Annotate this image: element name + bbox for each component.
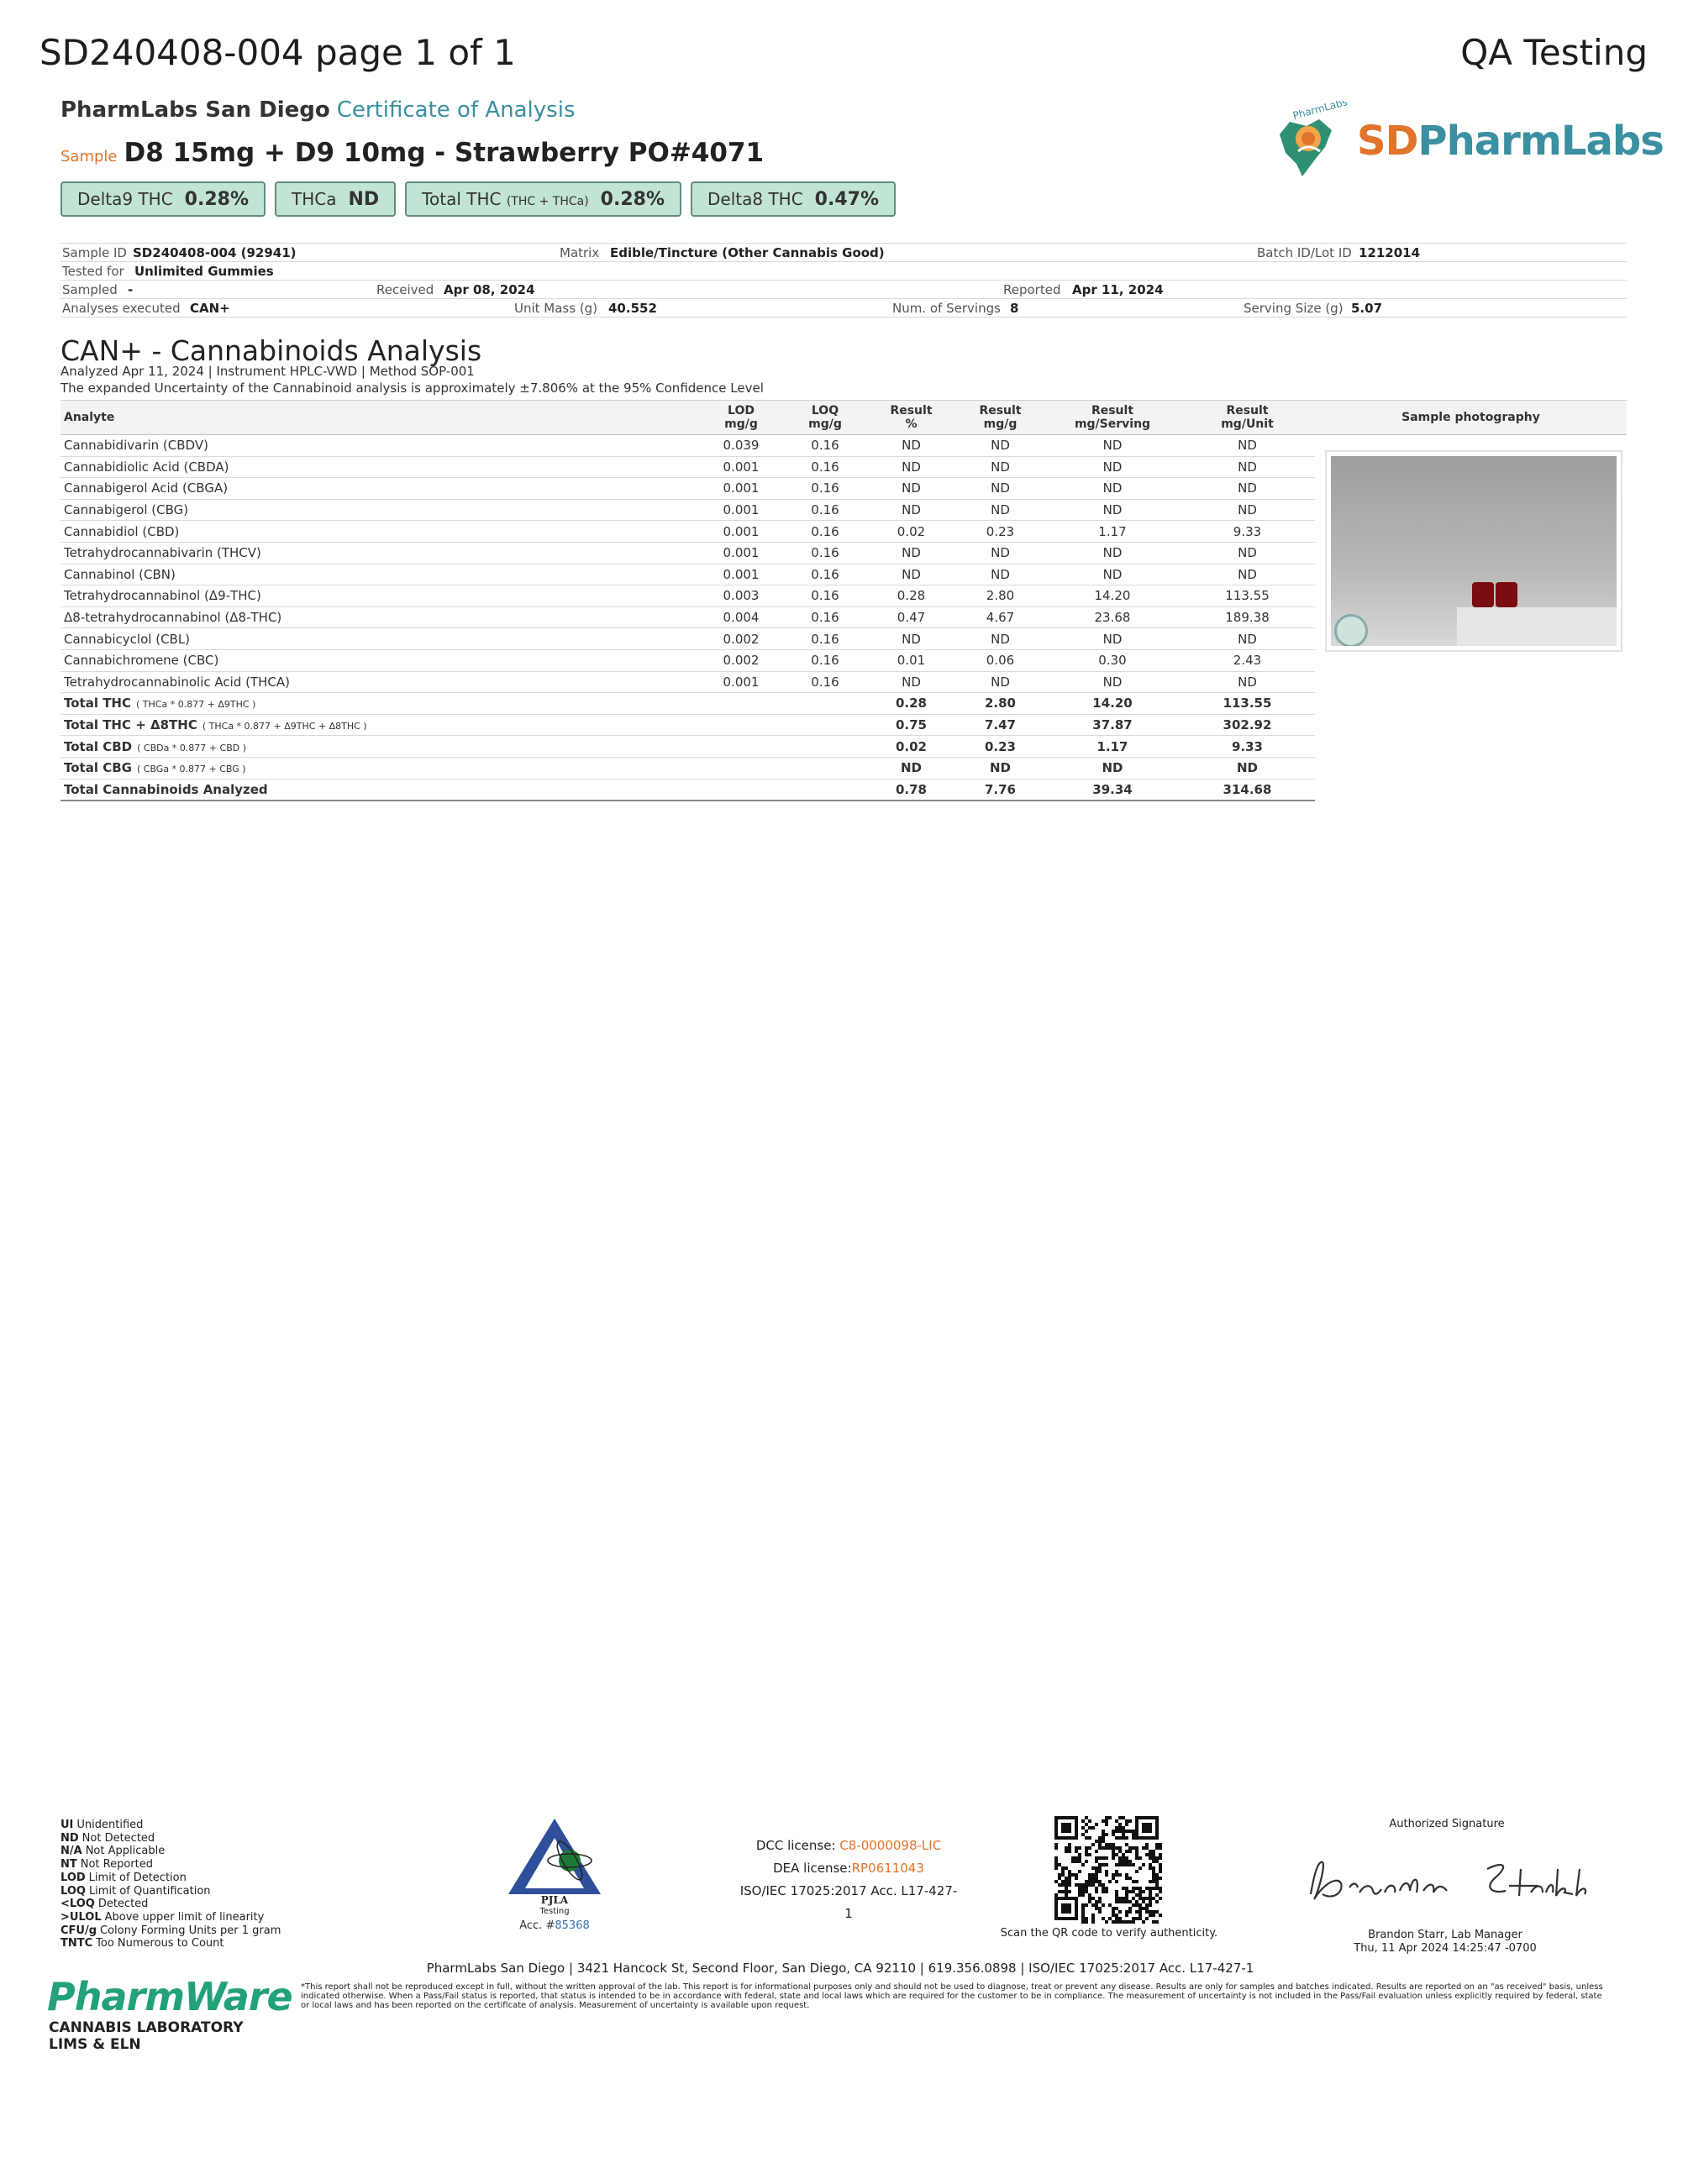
photo-tray <box>1457 607 1617 646</box>
lod-value: 0.004 <box>699 606 783 628</box>
sampled-label: Sampled <box>62 282 118 297</box>
analyte-name: Cannabinol (CBN) <box>60 564 699 585</box>
sample-info <box>60 243 1627 318</box>
result-serving: ND <box>1045 671 1180 693</box>
info-row <box>60 298 1627 318</box>
legend-text: Too Numerous to Count <box>96 1937 224 1950</box>
result-mgg: ND <box>955 564 1045 585</box>
empty-cell <box>783 779 867 801</box>
table-row <box>60 585 1315 607</box>
result-unit: ND <box>1180 456 1315 478</box>
dcc-number: C8-0000098-LIC <box>839 1838 942 1853</box>
result-pct: 0.28 <box>867 585 955 607</box>
legend-text: Detected <box>97 1898 149 1911</box>
section-title: CAN+ - Cannabinoids Analysis <box>60 334 482 367</box>
result-serving: ND <box>1045 542 1180 564</box>
result-serving: ND <box>1045 628 1180 650</box>
legend-item <box>60 1872 281 1885</box>
sample-title: D8 15mg + D9 10mg - Strawberry PO#4071 <box>124 138 765 168</box>
total-formula: ( CBDa * 0.877 + CBD ) <box>137 742 246 753</box>
analyses-label: Analyses executed <box>62 301 181 316</box>
analyte-name: Cannabidivarin (CBDV) <box>60 435 699 457</box>
analyte-name: Cannabigerol Acid (CBGA) <box>60 478 699 500</box>
servings-label: Num. of Servings <box>892 301 1001 316</box>
table-row <box>60 649 1315 671</box>
batch-id: 1212014 <box>1359 245 1421 260</box>
result-serving: ND <box>1045 456 1180 478</box>
col-unit: % <box>905 417 918 431</box>
col-result-serving <box>1045 401 1180 435</box>
lod-value: 0.001 <box>699 499 783 521</box>
result-mgg: 7.47 <box>955 714 1045 736</box>
total-row <box>60 757 1315 779</box>
dcc-label: DCC license: <box>755 1838 836 1853</box>
disclaimer: *This report shall not be reproduced except in full, without the written approval of the lab. This report is for informational purposes only and should not be used to diagnose, treat or prevent any disease. Results are only for samples and batches indicated. Results are reported on an "as received" basis, unless indicated otherwise. When a Pass/Fail status is reported, that status is intended to be in accordance with federal, state and local laws which are required for the customer to be in compliance. The measurement of uncertainty is not included in the Pass/Fail evaluation unless explicitly required by federal, state or local laws and has been reported on the certificate of analysis. Measurement of uncertainty is available upon request. <box>301 1982 1603 2010</box>
legend-text: Not Detected <box>82 1831 155 1845</box>
reported-label: Reported <box>1003 282 1061 297</box>
analyte-name: Cannabigerol (CBG) <box>60 499 699 521</box>
total-name <box>60 693 699 715</box>
result-pct: ND <box>867 628 955 650</box>
result-unit: 314.68 <box>1180 779 1315 801</box>
loq-value: 0.16 <box>783 585 867 607</box>
unit-mass-label: Unit Mass (g) <box>514 301 598 316</box>
empty-cell <box>783 714 867 736</box>
received-label: Received <box>376 282 434 297</box>
loq-value: 0.16 <box>783 649 867 671</box>
result-mgg: 2.80 <box>955 585 1045 607</box>
col-result-mgg <box>955 401 1045 435</box>
sample-tag: Sample <box>60 148 118 165</box>
photo-sticker <box>1334 614 1368 646</box>
cannabinoid-table <box>60 400 1315 801</box>
table-row <box>60 456 1315 478</box>
total-row <box>60 779 1315 801</box>
loq-value: 0.16 <box>783 456 867 478</box>
tested-for-label: Tested for <box>62 264 124 279</box>
analysis-meta: Analyzed Apr 11, 2024 | Instrument HPLC-VWD | Method SOP-001 <box>60 364 475 379</box>
loq-value: 0.16 <box>783 628 867 650</box>
lab-name: PharmLabs San Diego <box>60 97 330 123</box>
analyte-name: Tetrahydrocannabinolic Acid (THCA) <box>60 671 699 693</box>
acc-label: Acc. # <box>519 1919 555 1932</box>
pill-thca <box>275 181 396 217</box>
lod-value: 0.001 <box>699 564 783 585</box>
result-unit: 9.33 <box>1180 736 1315 758</box>
lod-value: 0.001 <box>699 478 783 500</box>
sample-id-label: Sample ID <box>62 245 127 260</box>
result-serving: 1.17 <box>1045 736 1180 758</box>
empty-cell <box>783 757 867 779</box>
loq-value: 0.16 <box>783 521 867 543</box>
qr-code-icon[interactable] <box>1054 1816 1162 1924</box>
legend-abbr: UI <box>60 1819 74 1831</box>
legend-text: Limit of Quantification <box>88 1884 211 1898</box>
lod-value: 0.001 <box>699 542 783 564</box>
analyte-name: Cannabichromene (CBC) <box>60 649 699 671</box>
sampled: - <box>128 282 134 297</box>
sample-photo-header: Sample photography <box>1315 400 1627 435</box>
received: Apr 08, 2024 <box>444 282 535 297</box>
col-label: Result <box>979 404 1022 417</box>
col-loq <box>783 401 867 435</box>
table-row <box>60 435 1315 457</box>
table-row <box>60 478 1315 500</box>
matrix: Edible/Tincture (Other Cannabis Good) <box>610 245 885 260</box>
signer <box>1336 1929 1554 1956</box>
pharmware-wordmark: PharmWare <box>47 1974 292 2019</box>
col-label: Result <box>1226 404 1269 417</box>
empty-cell <box>699 757 783 779</box>
logo-sd: SD <box>1357 118 1418 165</box>
total-label: Total CBD <box>64 738 133 754</box>
result-serving: ND <box>1045 435 1180 457</box>
summary-pills <box>60 181 896 217</box>
table-header-row <box>60 401 1315 435</box>
total-label: Total THC + Δ8THC <box>64 717 197 733</box>
gummy-image <box>1496 582 1517 607</box>
table-row <box>60 671 1315 693</box>
legend-text: Not Applicable <box>85 1845 166 1858</box>
result-unit: ND <box>1180 499 1315 521</box>
lod-value: 0.002 <box>699 628 783 650</box>
pill-label <box>422 189 589 209</box>
legend-text: Above upper limit of linearity <box>104 1910 265 1924</box>
lod-value: 0.001 <box>699 671 783 693</box>
col-label: Result <box>890 404 933 417</box>
sample-heading <box>60 138 764 168</box>
empty-cell <box>699 714 783 736</box>
pill-delta8 <box>691 181 896 217</box>
result-pct: ND <box>867 456 955 478</box>
empty-cell <box>783 693 867 715</box>
analyte-name: Cannabidiol (CBD) <box>60 521 699 543</box>
lod-value: 0.002 <box>699 649 783 671</box>
dea-label: DEA license: <box>773 1861 852 1876</box>
licenses <box>739 1835 958 1925</box>
total-name <box>60 757 699 779</box>
result-mgg: 4.67 <box>955 606 1045 628</box>
col-lod <box>699 401 783 435</box>
result-pct: ND <box>867 435 955 457</box>
legend-abbr: >ULOL <box>60 1910 102 1924</box>
pill-delta9 <box>60 181 266 217</box>
result-mgg: ND <box>955 542 1045 564</box>
col-result-unit <box>1180 401 1315 435</box>
result-unit: ND <box>1180 628 1315 650</box>
analyte-name: Δ8-tetrahydrocannabinol (Δ8-THC) <box>60 606 699 628</box>
result-mgg: 0.23 <box>955 736 1045 758</box>
total-name <box>60 714 699 736</box>
result-serving: ND <box>1045 757 1180 779</box>
lod-value: 0.039 <box>699 435 783 457</box>
col-label: Result <box>1091 404 1134 417</box>
result-unit: ND <box>1180 542 1315 564</box>
coa-label: Certificate of Analysis <box>336 97 576 123</box>
legend-text: Colony Forming Units per 1 gram <box>100 1924 281 1937</box>
signature-image <box>1294 1844 1596 1919</box>
info-row <box>60 280 1627 298</box>
loq-value: 0.16 <box>783 564 867 585</box>
legend-abbr: N/A <box>60 1845 82 1858</box>
pill-value: 0.28% <box>600 188 665 210</box>
legend-abbr: ND <box>60 1831 79 1845</box>
pill-label-text: Total THC <box>422 189 502 209</box>
empty-cell <box>783 736 867 758</box>
iso-accreditation: ISO/IEC 17025:2017 Acc. L17-427-1 <box>739 1883 958 1921</box>
serving-size-label: Serving Size (g) <box>1244 301 1344 316</box>
result-mgg: 2.80 <box>955 693 1045 715</box>
lab-title <box>60 97 575 123</box>
result-pct: 0.47 <box>867 606 955 628</box>
result-pct: 0.02 <box>867 521 955 543</box>
result-unit: 189.38 <box>1180 606 1315 628</box>
accreditation <box>500 1919 609 1932</box>
result-unit: 302.92 <box>1180 714 1315 736</box>
result-serving: 1.17 <box>1045 521 1180 543</box>
result-pct: 0.01 <box>867 649 955 671</box>
result-unit: ND <box>1180 757 1315 779</box>
legend-item <box>60 1832 281 1845</box>
pharmware-tagline: CANNABIS LABORATORY LIMS & ELN <box>49 2019 244 2053</box>
pill-value: ND <box>348 188 380 210</box>
legend-abbr: NT <box>60 1858 77 1872</box>
result-unit: ND <box>1180 564 1315 585</box>
legend-text: Limit of Detection <box>88 1871 187 1884</box>
pjla-testing: Testing <box>539 1907 570 1916</box>
col-unit: mg/g <box>808 417 842 431</box>
result-mgg: ND <box>955 757 1045 779</box>
logo-text <box>1357 118 1664 165</box>
signer-name: Brandon Starr, Lab Manager <box>1368 1929 1522 1941</box>
result-pct: ND <box>867 757 955 779</box>
result-pct: 0.75 <box>867 714 955 736</box>
col-unit: mg/g <box>983 417 1018 431</box>
pill-label: THCa <box>292 189 337 209</box>
total-formula: ( CBGa * 0.877 + CBG ) <box>136 764 246 775</box>
sdpharmlabs-logo <box>1273 101 1664 185</box>
lod-value: 0.003 <box>699 585 783 607</box>
total-row <box>60 736 1315 758</box>
result-serving: 14.20 <box>1045 585 1180 607</box>
lod-value: 0.001 <box>699 456 783 478</box>
col-unit: mg/Serving <box>1074 417 1151 431</box>
total-label: Total THC <box>64 696 131 711</box>
analyte-name: Cannabidiolic Acid (CBDA) <box>60 456 699 478</box>
col-label: LOQ <box>811 404 839 417</box>
lod-value: 0.001 <box>699 521 783 543</box>
pharmware-logo <box>47 1974 292 2053</box>
serving-size: 5.07 <box>1351 301 1383 316</box>
pjla-logo-icon <box>504 1814 605 1907</box>
col-result-pct <box>867 401 955 435</box>
result-pct: ND <box>867 542 955 564</box>
pill-value: 0.28% <box>184 188 249 210</box>
analyte-name: Cannabicyclol (CBL) <box>60 628 699 650</box>
table-row <box>60 564 1315 585</box>
pill-total-thc <box>405 181 681 217</box>
result-unit: 113.55 <box>1180 693 1315 715</box>
legend-item <box>60 1911 281 1924</box>
empty-cell <box>699 693 783 715</box>
uncertainty-note: The expanded Uncertainty of the Cannabinoid analysis is approximately ±7.806% at the 95% Confidence Level <box>60 381 764 396</box>
unit-mass: 40.552 <box>608 301 657 316</box>
result-unit: ND <box>1180 671 1315 693</box>
analyses: CAN+ <box>190 301 230 316</box>
result-mgg: 7.76 <box>955 779 1045 801</box>
sample-photo <box>1325 450 1622 652</box>
legend-item <box>60 1845 281 1858</box>
table-row <box>60 606 1315 628</box>
result-mgg: ND <box>955 478 1045 500</box>
empty-cell <box>699 779 783 801</box>
info-row <box>60 261 1627 280</box>
result-pct: 0.28 <box>867 693 955 715</box>
result-mgg: ND <box>955 671 1045 693</box>
result-serving: ND <box>1045 478 1180 500</box>
result-mgg: ND <box>955 499 1045 521</box>
table-row <box>60 628 1315 650</box>
table-row <box>60 542 1315 564</box>
result-serving: 39.34 <box>1045 779 1180 801</box>
result-unit: 113.55 <box>1180 585 1315 607</box>
legend-item <box>60 1898 281 1911</box>
analyte-name: Tetrahydrocannabinol (Δ9-THC) <box>60 585 699 607</box>
result-mgg: ND <box>955 435 1045 457</box>
pill-label: Delta8 THC <box>707 189 803 209</box>
legend-abbr: CFU/g <box>60 1924 97 1937</box>
result-serving: 23.68 <box>1045 606 1180 628</box>
result-pct: ND <box>867 499 955 521</box>
legend-item <box>60 1885 281 1898</box>
result-mgg: 0.23 <box>955 521 1045 543</box>
legend-item <box>60 1924 281 1938</box>
lab-address: PharmLabs San Diego | 3421 Hancock St, Second Floor, San Diego, CA 92110 | 619.356.0898 | ISO/IEC 17025:2017 Acc. L17-427-1 <box>426 1961 1254 1976</box>
loq-value: 0.16 <box>783 478 867 500</box>
dea-number: RP0611043 <box>851 1861 924 1876</box>
sample-id: SD240408-004 (92941) <box>133 245 297 260</box>
col-unit: mg/Unit <box>1221 417 1274 431</box>
result-serving: ND <box>1045 564 1180 585</box>
total-label: Total Cannabinoids Analyzed <box>64 781 268 797</box>
legend-abbr: LOD <box>60 1871 86 1884</box>
result-pct: 0.02 <box>867 736 955 758</box>
col-unit: mg/g <box>724 417 758 431</box>
loq-value: 0.16 <box>783 542 867 564</box>
qr-caption: Scan the QR code to verify authenticity. <box>1000 1927 1218 1940</box>
acc-number: 85368 <box>555 1919 590 1932</box>
gummy-image <box>1472 582 1494 607</box>
dea-license <box>739 1857 958 1880</box>
total-label: Total CBG <box>64 760 132 776</box>
result-mgg: ND <box>955 456 1045 478</box>
result-pct: ND <box>867 564 955 585</box>
qa-label: QA Testing <box>1460 32 1648 73</box>
legend-abbr: TNTC <box>60 1937 93 1950</box>
col-analyte: Analyte <box>60 401 699 435</box>
result-serving: 14.20 <box>1045 693 1180 715</box>
legend-abbr: LOQ <box>60 1884 86 1898</box>
legend-abbr: <LOQ <box>60 1898 95 1911</box>
pjla-badge <box>500 1814 609 1932</box>
pill-label: Delta9 THC <box>77 189 173 209</box>
logo-pharmlabs: PharmLabs <box>1417 118 1664 165</box>
result-serving: 0.30 <box>1045 649 1180 671</box>
result-serving: ND <box>1045 499 1180 521</box>
tested-for: Unlimited Gummies <box>134 264 274 279</box>
batch-label: Batch ID/Lot ID <box>1257 245 1352 260</box>
total-formula: ( THCa * 0.877 + Δ9THC + Δ8THC ) <box>202 721 367 732</box>
result-serving: 37.87 <box>1045 714 1180 736</box>
result-mgg: 0.06 <box>955 649 1045 671</box>
loq-value: 0.16 <box>783 671 867 693</box>
result-unit: 9.33 <box>1180 521 1315 543</box>
legend-item <box>60 1819 281 1832</box>
total-formula: ( THCa * 0.877 + Δ9THC ) <box>136 699 256 711</box>
table-row <box>60 521 1315 543</box>
col-label: LOD <box>728 404 755 417</box>
total-name <box>60 779 699 801</box>
pill-value: 0.47% <box>814 188 879 210</box>
result-unit: 2.43 <box>1180 649 1315 671</box>
signature-header: Authorized Signature <box>1389 1818 1505 1830</box>
empty-cell <box>699 736 783 758</box>
legend-text: Unidentified <box>76 1819 144 1831</box>
legend-item <box>60 1858 281 1872</box>
table-row <box>60 499 1315 521</box>
info-row <box>60 243 1627 261</box>
sample-photo-image <box>1331 456 1617 646</box>
result-pct: ND <box>867 478 955 500</box>
svg-text:PharmLabs: PharmLabs <box>1291 101 1349 122</box>
result-unit: ND <box>1180 435 1315 457</box>
loq-value: 0.16 <box>783 606 867 628</box>
pill-sub: (THC + THCa) <box>506 195 589 208</box>
total-row <box>60 693 1315 715</box>
loq-value: 0.16 <box>783 499 867 521</box>
logo-emblem-icon <box>1273 101 1357 185</box>
legend-item <box>60 1937 281 1950</box>
result-pct: ND <box>867 671 955 693</box>
analyte-name: Tetrahydrocannabivarin (THCV) <box>60 542 699 564</box>
result-mgg: ND <box>955 628 1045 650</box>
abbreviation-legend <box>60 1819 281 1950</box>
svg-text:PJLA: PJLA <box>540 1894 569 1906</box>
matrix-label: Matrix <box>560 245 600 260</box>
loq-value: 0.16 <box>783 435 867 457</box>
total-row <box>60 714 1315 736</box>
result-unit: ND <box>1180 478 1315 500</box>
servings: 8 <box>1010 301 1019 316</box>
page-id: SD240408-004 page 1 of 1 <box>39 32 516 73</box>
signature-date: Thu, 11 Apr 2024 14:25:47 -0700 <box>1354 1942 1537 1955</box>
legend-text: Not Reported <box>80 1858 154 1872</box>
result-pct: 0.78 <box>867 779 955 801</box>
reported: Apr 11, 2024 <box>1072 282 1164 297</box>
dcc-license <box>739 1835 958 1857</box>
total-name <box>60 736 699 758</box>
